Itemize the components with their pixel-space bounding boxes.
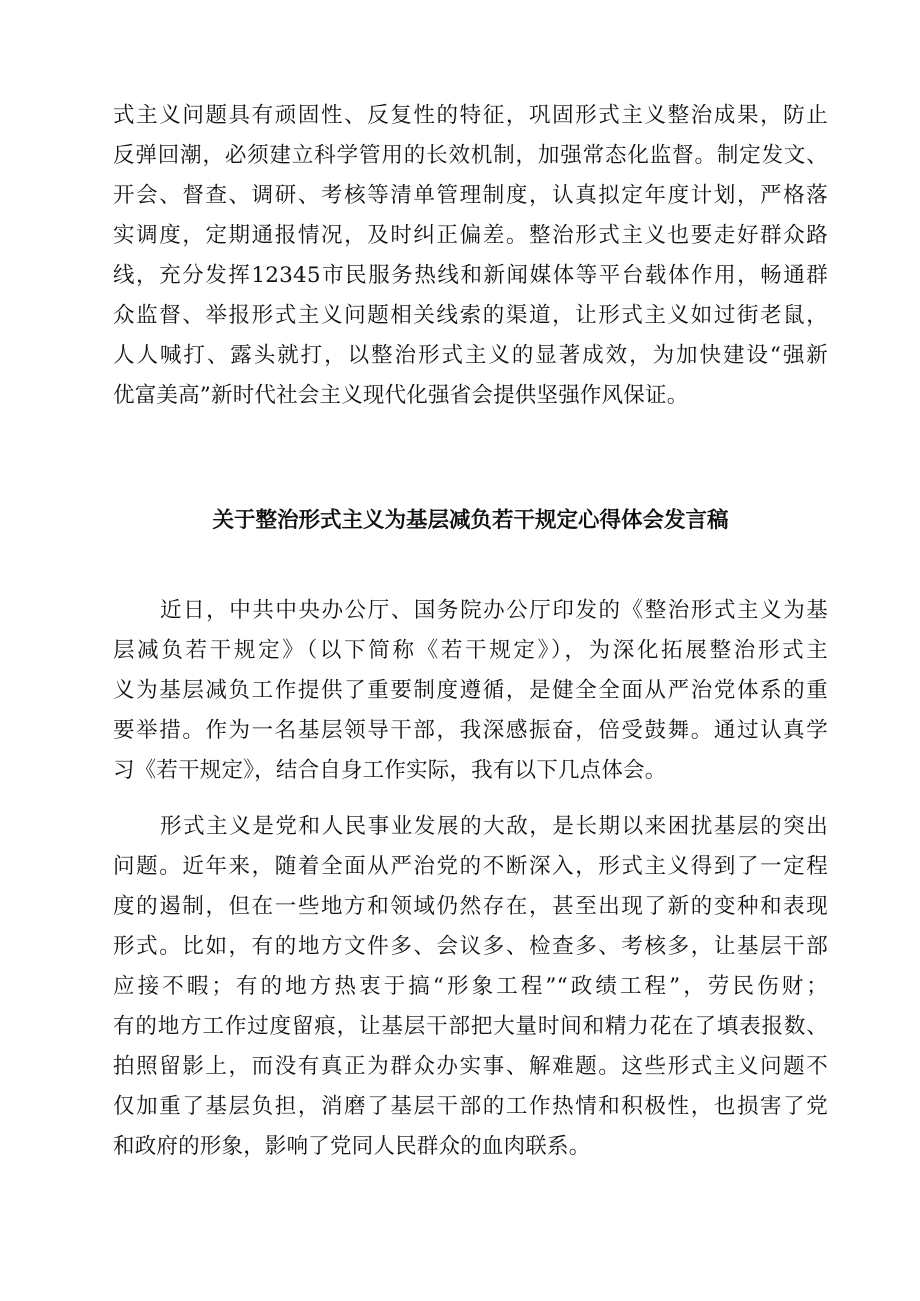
text-line: 式主义问题具有顽固性、反复性的特征，巩固形式主义整治成果，防止 [113,103,828,128]
text-line: 近日，中共中央办公厅、国务院办公厅印发的《整治形式主义为基 [160,598,828,623]
text-line: 反弹回潮，必须建立科学管用的长效机制，加强常态化监督。制定发文、 [113,143,828,168]
text-line: 义为基层减负工作提供了重要制度遵循，是健全全面从严治党体系的重 [113,678,828,703]
text-line: 人人喊打、露头就打，以整治形式主义的显著成效，为加快建设“强新 [113,343,828,368]
text-line: 众监督、举报形式主义问题相关线索的渠道，让形式主义如过街老鼠， [113,303,828,328]
text-line: 层减负若干规定》（以下简称《若干规定》），为深化拓展整治形式主 [113,638,828,663]
text-line: 要举措。作为一名基层领导干部，我深感振奋，倍受鼓舞。通过认真学 [113,718,828,743]
text-line: 形式主义是党和人民事业发展的大敌，是长期以来困扰基层的突出 [160,814,828,839]
text-line: 问题。近年来，随着全面从严治党的不断深入，形式主义得到了一定程 [113,854,828,879]
text-line: 仅加重了基层负担，消磨了基层干部的工作热情和积极性，也损害了党 [113,1094,828,1119]
text-line: 度的遏制，但在一些地方和领域仍然存在，甚至出现了新的变种和表现 [113,894,828,919]
text-line: 和政府的形象，影响了党同人民群众的血肉联系。 [113,1134,591,1159]
text-line: 开会、督查、调研、考核等清单管理制度，认真拟定年度计划，严格落 [113,183,828,208]
text-line: 优富美高”新时代社会主义现代化强省会提供坚强作风保证。 [113,383,689,408]
text-line: 应接不暇；有的地方热衷于搞“形象工程”“政绩工程”，劳民伤财； [113,974,828,999]
text-line: 实调度，定期通报情况，及时纠正偏差。整治形式主义也要走好群众路 [113,223,828,248]
text-line: 有的地方工作过度留痕，让基层干部把大量时间和精力花在了填表报数、 [113,1014,828,1039]
text-line: 习《若干规定》，结合自身工作实际，我有以下几点体会。 [113,758,667,783]
text-line: 线，充分发挥12345市民服务热线和新闻媒体等平台载体作用，畅通群 [113,263,828,288]
text-line: 形式。比如，有的地方文件多、会议多、检查多、考核多，让基层干部 [113,934,828,959]
article-title: 关于整治形式主义为基层减负若干规定心得体会发言稿 [212,508,729,533]
text-line: 拍照留影上，而没有真正为群众办实事、解难题。这些形式主义问题不 [113,1054,828,1079]
